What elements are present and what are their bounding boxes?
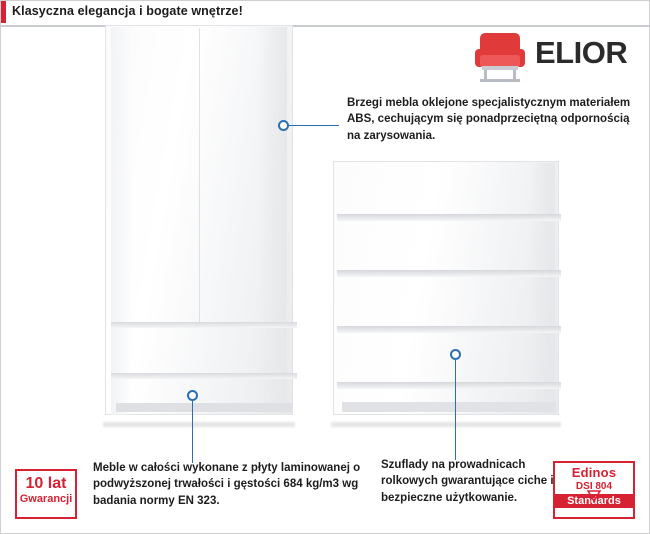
callout-dot-board [187, 390, 198, 401]
wardrobe-plinth [116, 403, 292, 412]
dresser-floor-shadow [331, 422, 561, 427]
brand-name: ELIOR [535, 35, 628, 70]
wardrobe-floor-shadow [103, 422, 295, 427]
callout-line-drawers [455, 360, 456, 460]
wardrobe-body [105, 25, 293, 415]
callout-text-board: Meble w całości wykonane z płyty laminowanej o podwyższonej trwałości i gęstości 684 kg/m3 wg badania normy EN 323. [93, 462, 361, 507]
edinos-standards-label: Standards [555, 494, 633, 508]
dresser-right-shading [529, 163, 555, 415]
edinos-code: DSI 804 [575, 481, 613, 492]
callout-dot-edges [278, 120, 289, 131]
armchair-icon [471, 27, 529, 83]
wardrobe-drawer-line-1 [111, 322, 297, 328]
wardrobe-right-shading [257, 27, 287, 415]
dresser-drawer-line-4 [337, 382, 561, 389]
check-mark-icon [587, 488, 601, 502]
header-bar [1, 1, 650, 27]
dresser-plinth [342, 402, 556, 412]
product-image-dresser [331, 161, 563, 425]
callout-text-edges: Brzegi mebla oklejone specjalistycznym materiałem ABS, cechującym się ponadprzeciętną odpornością na zarysowania. [347, 97, 631, 142]
header-accent-bar [1, 1, 6, 23]
callout-line-edges [289, 125, 339, 126]
edinos-brand: Edinos [571, 465, 617, 480]
edinos-standards-badge [553, 461, 635, 519]
callout-text-drawers: Szuflady na prowadnicach rolkowych gwarantujące ciche i bezpieczne użytkowanie. [381, 459, 554, 504]
dresser-drawer-line-2 [337, 270, 561, 277]
wardrobe-drawer-line-2 [111, 373, 297, 379]
product-image-wardrobe [101, 25, 297, 425]
guarantee-badge [15, 469, 77, 519]
dresser-body [333, 161, 559, 415]
guarantee-label: Gwarancji [19, 492, 73, 505]
page-title: Klasyczna elegancja i bogate wnętrze! [12, 4, 243, 18]
wardrobe-door-gap [199, 28, 200, 324]
dresser-drawer-line-3 [337, 326, 561, 333]
wardrobe-left-shading [111, 27, 133, 415]
dresser-drawer-line-1 [337, 214, 561, 221]
brand-logo [461, 27, 631, 83]
callout-dot-drawers [450, 349, 461, 360]
callout-line-board [192, 401, 193, 463]
guarantee-years: 10 lat [25, 475, 67, 492]
